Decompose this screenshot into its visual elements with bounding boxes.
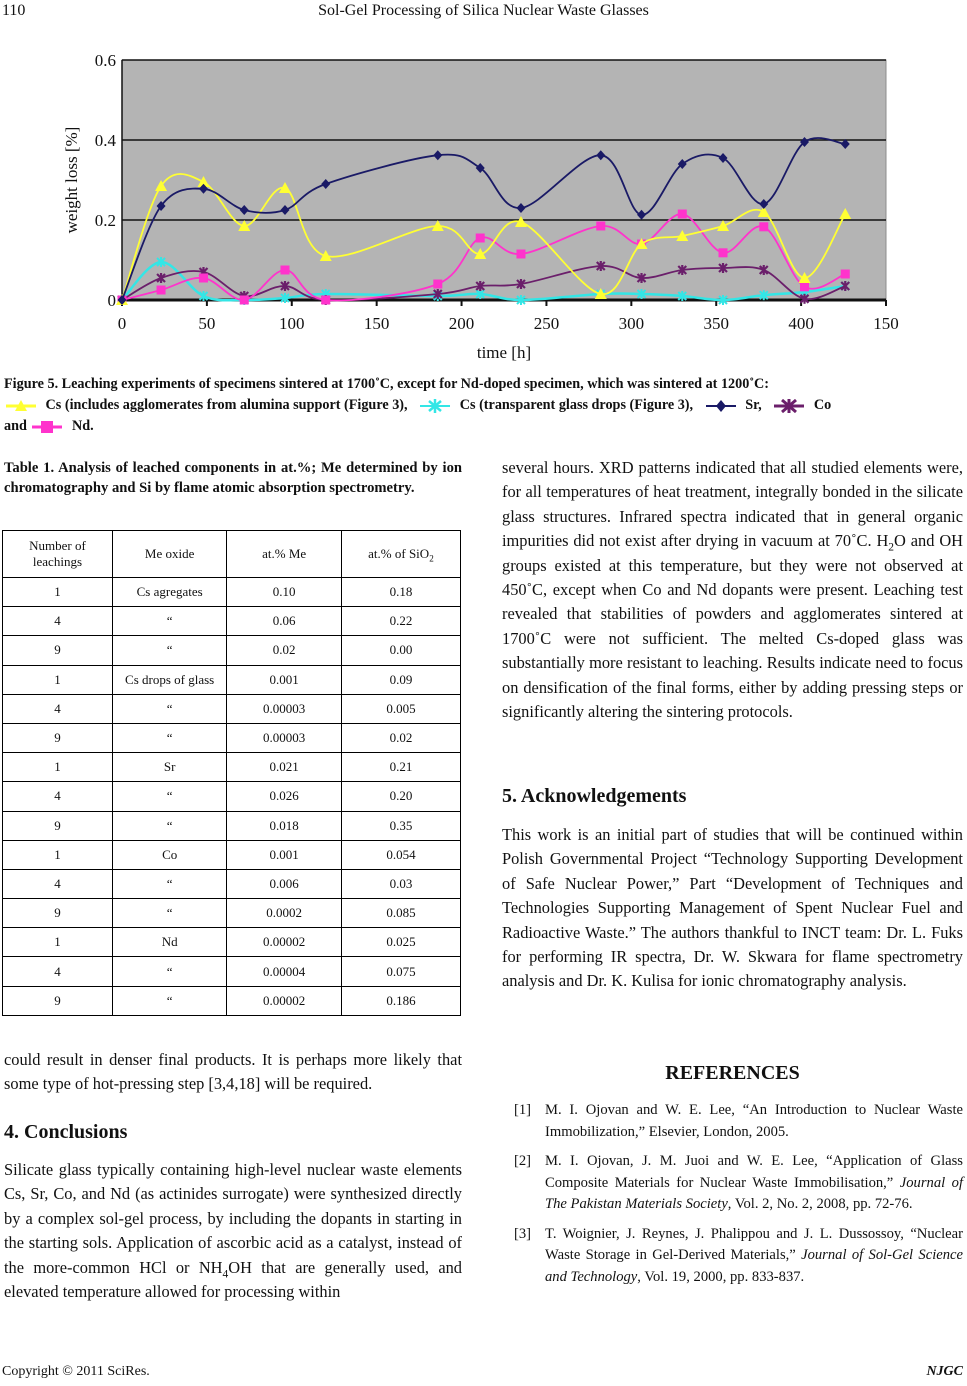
cell-at-sio2: 0.075	[341, 957, 460, 986]
reference-item: [2] M. I. Ojovan, J. M. Juoi and W. E. Lee, “Application of Glass Composite Materials for Nuclear Waste Immobilisation,” Journal of The Pakistan Materials Society, Vol. 2, No. 2, 2008, pp. 72-76.	[514, 1153, 963, 1212]
x-tick-label: 400	[788, 314, 814, 333]
cell-me-oxide: “	[112, 607, 227, 636]
running-title: Sol-Gel Processing of Silica Nuclear Waste Glasses	[318, 2, 649, 19]
cell-me-oxide: “	[112, 811, 227, 840]
conclusions-paragraph: Silicate glass typically containing high-level nuclear waste elements Cs, Sr, Co, and Nd (as actinides surrogate) were synthesized directly by a complex sol-gel process, by including the dopants in starting in the starting sols. Application of ascorbic acid as a catalyst, instead of the more-common HCl or $NH_4OH$ that are generally used, and elevated temperature allowed for processing within	[4, 1160, 462, 1302]
y-tick-label: 0	[107, 291, 116, 310]
cell-at-sio2: 0.085	[341, 899, 460, 928]
references-list	[502, 1100, 963, 1296]
cell-me-oxide: Nd	[112, 928, 227, 957]
cell-at-me: 0.00003	[227, 723, 342, 752]
cell-at-sio2: 0.054	[341, 840, 460, 869]
cell-at-me: 0.018	[227, 811, 342, 840]
cell-at-me: 0.00004	[227, 957, 342, 986]
cell-leachings: 1	[3, 840, 113, 869]
table-row	[3, 957, 461, 986]
journal-title: Journal of The Pakistan Materials Society	[545, 1174, 963, 1212]
legend-label-sr: Sr,	[745, 397, 762, 413]
table-row	[3, 986, 461, 1015]
cell-leachings: 4	[3, 957, 113, 986]
cell-at-me: 0.001	[227, 840, 342, 869]
col-header-at-sio2: at.% of SiO$_2$	[341, 531, 460, 578]
cell-leachings: 4	[3, 607, 113, 636]
cell-leachings: 9	[3, 899, 113, 928]
reference-item: [1] M. I. Ojovan and W. E. Lee, “An Introduction to Nuclear Waste Immobilization,” Elsevier, London, 2005.	[514, 1102, 963, 1140]
cell-at-me: 0.10	[227, 578, 342, 607]
cell-at-me: 0.00003	[227, 694, 342, 723]
legend-label-nd: Nd.	[71, 418, 94, 434]
journal-abbrev-footer: NJGC	[926, 1364, 963, 1379]
cell-me-oxide: Sr	[112, 753, 227, 782]
table-row	[3, 753, 461, 782]
x-tick-label: 0	[117, 314, 127, 333]
cell-me-oxide: Co	[112, 840, 227, 869]
cell-at-sio2: 0.35	[341, 811, 460, 840]
legend-triangle-icon	[4, 399, 38, 413]
cell-me-oxide: Cs drops of glass	[112, 665, 227, 694]
cell-at-sio2: 0.025	[341, 928, 460, 957]
table-body	[3, 578, 461, 1016]
journal-title: Journal of Sol-Gel Science and Technology	[545, 1247, 963, 1285]
plot-area	[122, 60, 886, 300]
cell-at-sio2: 0.186	[341, 986, 460, 1015]
table-row	[3, 694, 461, 723]
cell-me-oxide: “	[112, 869, 227, 898]
cell-me-oxide: “	[112, 986, 227, 1015]
cell-at-sio2: 0.09	[341, 665, 460, 694]
legend-label-co: Co	[813, 397, 832, 413]
cell-at-me: 0.026	[227, 782, 342, 811]
table-row	[3, 928, 461, 957]
cell-leachings: 1	[3, 753, 113, 782]
leaching-table	[2, 530, 461, 1016]
x-tick-label: 100	[279, 314, 305, 333]
y-tick-label: 0.2	[94, 211, 116, 230]
page-number: 110	[2, 2, 26, 19]
cell-leachings: 9	[3, 636, 113, 665]
y-axis-label: weight loss [%]	[62, 126, 81, 234]
table-row	[3, 665, 461, 694]
col-header-at-me: at.% Me	[227, 531, 342, 578]
table-row	[3, 607, 461, 636]
cell-me-oxide: Cs agregates	[112, 578, 227, 607]
copyright-footer: Copyright © 2011 SciRes.	[2, 1364, 150, 1379]
legend-diamond-icon	[704, 399, 738, 413]
col-header-me-oxide: Me oxide	[112, 531, 227, 578]
cell-leachings: 1	[3, 578, 113, 607]
cell-me-oxide: “	[112, 723, 227, 752]
legend-xstar-icon	[772, 399, 806, 413]
cell-at-sio2: 0.005	[341, 694, 460, 723]
table-row	[3, 899, 461, 928]
cell-leachings: 9	[3, 723, 113, 752]
cell-me-oxide: “	[112, 782, 227, 811]
cell-at-me: 0.02	[227, 636, 342, 665]
cell-leachings: 1	[3, 665, 113, 694]
x-tick-label: 200	[448, 314, 475, 333]
table-header-row	[3, 531, 461, 578]
legend-label-cs-agglomerates: Cs (includes agglomerates from alumina support (Figure 3),	[45, 397, 408, 413]
cell-at-me: 0.021	[227, 753, 342, 782]
x-tick-label: 350	[703, 314, 729, 333]
cell-at-me: 0.006	[227, 869, 342, 898]
col-header-leachings: Number of leachings	[3, 531, 113, 578]
cell-leachings: 4	[3, 694, 113, 723]
cell-at-me: 0.06	[227, 607, 342, 636]
table-row	[3, 869, 461, 898]
cell-at-me: 0.001	[227, 665, 342, 694]
cell-leachings: 1	[3, 928, 113, 957]
cell-leachings: 9	[3, 986, 113, 1015]
cell-at-sio2: 0.18	[341, 578, 460, 607]
cell-me-oxide: “	[112, 636, 227, 665]
y-tick-label: 0.6	[94, 51, 116, 70]
legend-asterisk-icon	[418, 399, 452, 413]
figure-caption-lead: Figure 5. Leaching experiments of specimens sintered at 1700˚C, except for Nd-doped specimen, which was sintered at 1200˚C:	[4, 376, 770, 392]
cell-leachings: 4	[3, 782, 113, 811]
x-tick-label: 300	[618, 314, 645, 333]
left-paragraph-1: could result in denser final products. It is perhaps more likely that some type of hot-pressing step [3,4,18] will be required.	[4, 1050, 462, 1094]
cell-at-sio2: 0.22	[341, 607, 460, 636]
legend-and-word: and	[4, 418, 27, 434]
table-row	[3, 723, 461, 752]
references-heading: REFERENCES	[665, 1062, 800, 1084]
table-row	[3, 811, 461, 840]
table-row	[3, 636, 461, 665]
cell-at-sio2: 0.21	[341, 753, 460, 782]
cell-leachings: 4	[3, 869, 113, 898]
cell-at-me: 0.00002	[227, 928, 342, 957]
cell-at-sio2: 0.20	[341, 782, 460, 811]
reference-item: [3] T. Woignier, J. Reynes, J. Phalippou and J. L. Dussossoy, “Nuclear Waste Storage in Gel-Derived Materials,” Journal of Sol-Gel Science and Technology, Vol. 19, 2000, pp. 833-837.	[514, 1225, 963, 1285]
acknowledgements-paragraph: This work is an initial part of studies that will be continued within Polish Governmental Project “Technology Supporting Development of Safe Nuclear Power,” Part “Development of Techniques and Technologies Supporting Management of Spent Nuclear Fuel and Radioactive Waste.” The authors thankful to INCT team: Dr. L. Fuks for performing IR spectra, Dr. W. Skwara for flame spectrometry analysis and Dr. K. Kulisa for ionic chromatography analysis.	[502, 825, 963, 991]
right-paragraph-1: several hours. XRD patterns indicated that all studied elements were, for all temperatures of heat treatment, integrally bonded in the silicate glass structures. Infrared spectra indicated that in general organic impurities did not exist after drying in vacuum at 70˚C. $H_2O$ and OH groups existed at this temperature, but they were not observed at 450˚C, except when Co and Nd dopants were present. Leaching test revealed that stabilities of powders and agglomerates sintered at 1700˚C were not sufficient. The melted Cs-doped glass was substantially more resistant to leaching. Results indicate need to focus on densification of the final forms, either by adding pressing steps or significantly altering the sintering protocols.	[502, 458, 964, 722]
figure-5-chart	[60, 48, 910, 364]
cell-at-sio2: 0.02	[341, 723, 460, 752]
legend-label-cs-glass-drops: Cs (transparent glass drops (Figure 3),	[459, 397, 694, 413]
cell-me-oxide: “	[112, 957, 227, 986]
running-header	[0, 2, 967, 24]
table-caption: Table 1. Analysis of leached components in at.%; Me determined by ion chromatography and Si by flame atomic absorption spectrometry.	[4, 460, 462, 496]
acknowledgements-heading: 5. Acknowledgements	[502, 785, 687, 807]
figure-caption	[4, 374, 962, 437]
table-row	[3, 840, 461, 869]
table-row	[3, 782, 461, 811]
cell-at-me: 0.0002	[227, 899, 342, 928]
cell-me-oxide: “	[112, 899, 227, 928]
y-tick-label: 0.4	[94, 131, 116, 150]
cell-at-me: 0.00002	[227, 986, 342, 1015]
cell-me-oxide: “	[112, 694, 227, 723]
x-axis-label: time [h]	[476, 343, 532, 362]
cell-leachings: 9	[3, 811, 113, 840]
conclusions-heading: 4. Conclusions	[4, 1121, 128, 1143]
line-chart	[60, 48, 910, 364]
x-tick-label: 150	[363, 314, 390, 333]
table-row	[3, 578, 461, 607]
legend-square-icon	[30, 420, 64, 434]
x-tick-label: 150	[873, 314, 899, 333]
x-tick-label: 250	[533, 314, 560, 333]
cell-at-sio2: 0.03	[341, 869, 460, 898]
cell-at-sio2: 0.00	[341, 636, 460, 665]
x-tick-label: 50	[198, 314, 216, 333]
